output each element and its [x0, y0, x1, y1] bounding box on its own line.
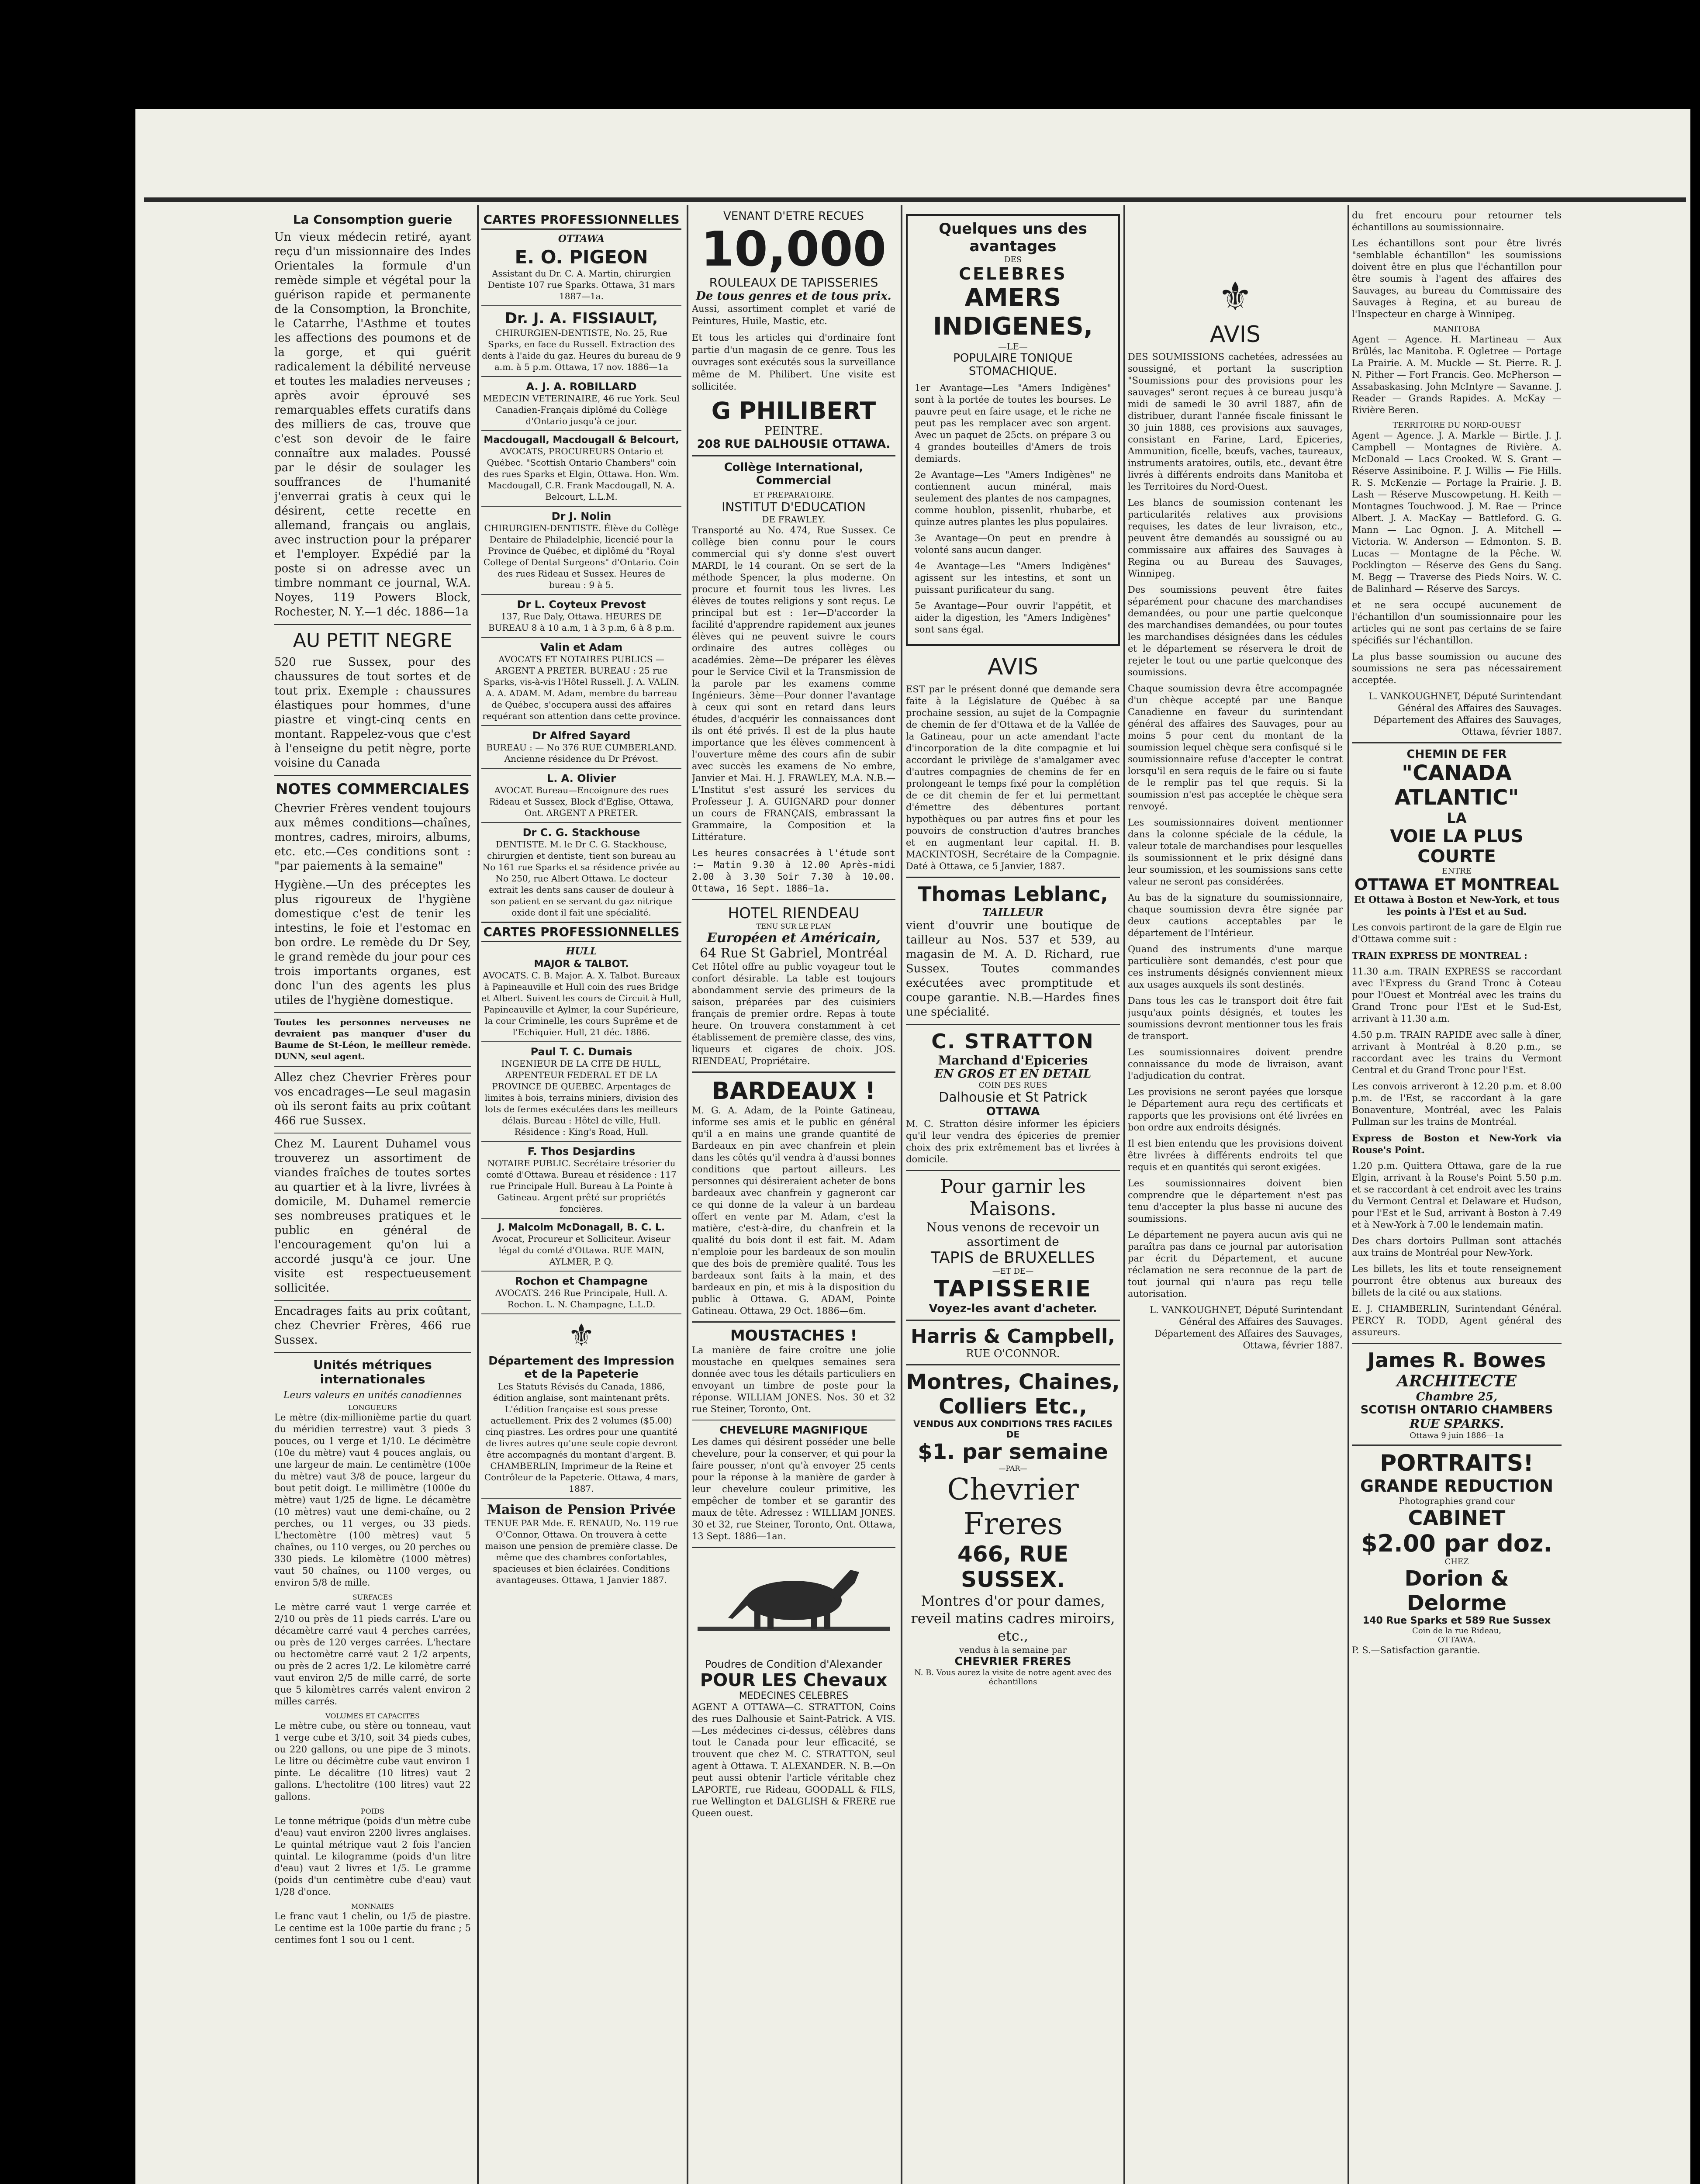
ad-text: Les heures consacrées à l'étude sont :— Matin 9.30 à 12.00 Après-midi 2.00 à 3.30 Soir 7.30 à 10.00. Ottawa, 16 Sept. 1886—1a.: [692, 848, 895, 894]
ad-text: Et tous les articles qui d'ordinaire font partie d'un magasin de ce genre. Tous les ouvrages sont exécutés sous la surveillance même de M. Philibert. Une visite est sollicitée.: [692, 332, 895, 392]
ad-line: 64 Rue St Gabriel, Montréal: [699, 946, 888, 961]
ad-headline: Colliers Etc.,: [939, 1394, 1087, 1419]
ad-text: TRAIN EXPRESS DE MONTREAL :: [1352, 950, 1527, 961]
divider: [481, 1141, 681, 1142]
column-5: [1128, 210, 1343, 2184]
ad-line: De tous genres et de tous prix.: [696, 290, 891, 303]
ad-text: Les convois partiront de la gare de Elgin rue d'Ottawa comme suit :: [1352, 922, 1562, 944]
ad-headline: CABINET: [1408, 1506, 1506, 1530]
column-divider: [1348, 205, 1349, 2184]
ad-line: ROULEAUX DE TAPISSERIES: [709, 275, 878, 290]
ad-line: —PAR—: [999, 1464, 1027, 1472]
card-name: J. Malcolm McDonagall, B. C. L.: [498, 1222, 665, 1233]
subtitle: Leurs valeurs en unités canadiennes: [283, 1390, 462, 1401]
column-3: [692, 210, 895, 2184]
ad-headline: G PHILIBERT: [711, 397, 876, 425]
ad-line: —ET DE—: [992, 1267, 1034, 1276]
column-2: [481, 210, 681, 2184]
column-divider: [477, 205, 479, 2184]
card-text: CHIRURGIEN-DENTISTE. Élève du Collège Dentaire de Philadelphie, licencié pour la Province de Québec, et diplômé du "Royal College of Dental Surgeons" d'Ontario. Coin des rues Rideau et Sussex. Heures de bureau : 9 à 5.: [483, 523, 680, 590]
card-text: BUREAU : — No 376 RUE CUMBERLAND. Ancienne résidence du Dr Prévost.: [486, 742, 677, 764]
article-text: Un vieux médecin retiré, ayant reçu d'un missionnaire des Indes Orientales la formule d'un remède simple et végétal pour la guérison rapide et permanente de la Consomption, la Bronchite, le Catarrhe, l'Asthme et toutes les affections des poumons et de la gorge, et qui guérit radicalement la débilité nerveuse et toutes les maladies nerveuses ; après avoir éprouvé ses remarquables effets curatifs dans des milliers de cas, trouve que c'est son devoir de le faire connaître aux malades. Poussé par le désir de soulager les souffrances de l'humanité j'enverrai gratis à ceux qui le désirent, cette recette en allemand, français ou anglais, avec instruction pour la préparer et l'employer. Expédié par la poste si on adresse avec un timbre nommant ce journal, W.A. Noyes, 119 Powers Block, Rochester, N. Y.—1 déc. 1886—1a: [274, 231, 471, 619]
notice-text: Quand des instruments d'une marque particulière sont demandés, c'est pour que ces instruments désignés conviennent mieux aux usages auxquels ils sont destinés.: [1128, 944, 1343, 990]
divider: [906, 877, 1120, 878]
card-text: TENUE PAR Mde. E. RENAUD, No. 119 rue O'Connor, Ottawa. On trouvera à cette maison une pension de première classe. De même que des chambres confortables, spacieuses et bien éclairées. Conditions avantageuses. Ottawa, 1 Janvier 1887.: [484, 1518, 678, 1585]
ad-line: —LE—: [998, 341, 1028, 352]
card-text: AVOCATS. C. B. Major. A. X. Talbot. Bureaux à Papineauville et Hull coin des rues Bridge et Albert. Suivent les cours de Circuit à Hull, Papineauville et Aylmer, la cour Supérieure, la cour Criminelle, les cours Suprême et de l'Echiquier. Hull, 21 déc. 1886.: [481, 970, 681, 1037]
ad-headline: PORTRAITS!: [1380, 1450, 1534, 1476]
article-text: Chez M. Laurent Duhamel vous trouverez un assortiment de viandes fraîches de toutes sortes au quartier et à la livre, livrées à domicile, M. Duhamel remercie ses nombreuses pratiques et le public en général de l'encouragement qu'on lui a accordé jusqu'à ce jour. Une visite est respectueusement sollicitée.: [274, 1137, 471, 1295]
ad-headline: CHEVELURE MAGNIFIQUE: [719, 1424, 868, 1436]
article-title: AU PETIT NEGRE: [293, 629, 453, 652]
ad-headline: 10,000: [701, 221, 887, 277]
notice-text: Dans tous les cas le transport doit être fait jusqu'aux points désignés, et toutes les soumissions devront mentionner tous les frais de transport.: [1128, 995, 1343, 1041]
card-name: Dr Alfred Sayard: [532, 729, 631, 742]
ad-line: 208 RUE DALHOUSIE OTTAWA.: [697, 438, 891, 451]
article-text: Le mètre (dix-millionième partie du quart du méridien terrestre) vaut 3 pieds 3 pouces, ou 1 verge et 1/10. Le décimètre (10e du mètre) vaut 4 pouces anglais, ou une largeur de main. Le centimètre (100e du mètre) vaut 3/8 de pouce, largeur du bout petit doigt. Le millimètre (1000e du mètre) vaut 1/25 de ligne. Le décamètre (10 mètres) vaut une demi-chaîne, ou 2 perches, ou 11 verges, ou 33 pieds. L'hectomètre (100 mètres) vaut 5 chaînes, ou 110 verges, ou 20 perches ou 330 pieds. Le kilomètre (1000 mètres) vaut 50 chaînes, ou 1100 verges, ou environ 5/8 de mille.: [274, 1412, 471, 1588]
article-text: Le tonne métrique (poids d'un mètre cube d'eau) vaut environ 2200 livres anglaises. Le quintal métrique vaut 2 fois l'ancien quintal. Le kilogramme (poids d'un litre d'eau) vaut 2 livres et 1/5. Le gramme (poids d'un centimètre cube d'eau) vaut 1/28 d'once.: [274, 1816, 471, 1897]
ad-headline: POUR LES Chevaux: [700, 1670, 888, 1690]
ad-headline: TAPISSERIE: [933, 1276, 1092, 1302]
notice-text: et ne sera occupé aucunement de l'échantillon d'un soumissionnaire pour les articles qui ne sont pas certains de se faire spécifiés sur l'échantillon.: [1352, 600, 1562, 646]
train-schedule: 1.20 p.m. Quittera Ottawa, gare de la rue Elgin, arrivant à la Rouse's Point 5.50 p.m. et se raccordant à cet endroit avec les trains du Vermont Central et Delaware et Hudson, pour l'Est et le Sud, arrivant à Boston à 7.49 et à New-York à 7.00 le lendemain matin.: [1352, 1161, 1562, 1230]
divider: [274, 1012, 471, 1013]
column-divider: [901, 205, 902, 2184]
ad-text: Les dames qui désirent posséder une belle chevelure, pour la conserver, et qui pour la faire pousser, n'ont qu'à envoyer 25 cents pour la réponse à la manière de garder à leur chevelure couleur primitive, les empêcher de tomber et se garantir des maux de tête. Adressez : WILLIAM JONES. 30 et 32, rue Steiner, Toronto, Ont. Ottawa, 13 Sept. 1886—1an.: [692, 1437, 895, 1541]
ad-text: vient d'ouvrir une boutique de tailleur au Nos. 537 et 539, au magasin de M. A. D. Richard, rue Sussex. Toutes commandes exécutées avec promptitude et coupe garantie. N.B.—Hardes fines une spécialité.: [906, 919, 1120, 1019]
ad-line: VENANT D'ETRE RECUES: [723, 210, 864, 223]
ad-line: DE FRAWLEY.: [762, 514, 826, 525]
divider: [481, 1041, 681, 1042]
ad-text: Les billets, les lits et toute renseignement pourront être obtenus aux bureaux des billets de la cité ou aux stations.: [1352, 1264, 1562, 1298]
card-text: MEDECIN VETERINAIRE, 46 rue York. Seul Canadien-Français diplômé du Collège d'Ontario jusqu'à ce jour.: [483, 393, 680, 426]
divider: [274, 1352, 471, 1353]
card-text: CHIRURGIEN-DENTISTE, No. 25, Rue Sparks, en face du Russell. Extraction des dents à l'aide du gaz. Heures du bureau de 9 a.m. à 5 p.m. Ottawa, 17 nov. 1886—1a: [482, 328, 681, 372]
divider: [481, 594, 681, 595]
divider: [906, 1024, 1120, 1025]
ad-text: M. C. Stratton désire informer les épiciers qu'il leur vendra des épiceries de premier choix des prix extrêmement bas et livrées à domicile.: [906, 1119, 1120, 1165]
article-text: Allez chez Chevrier Frères pour vos encadrages—Le seul magasin où ils seront faits au prix coûtant 466 rue Sussex.: [274, 1071, 471, 1127]
ad-line: CHEVRIER FRERES: [954, 1655, 1071, 1668]
city-label: HULL: [566, 946, 597, 957]
royal-coat-of-arms-icon: ⚜: [1217, 274, 1253, 320]
ad-line: POPULAIRE TONIQUE STOMACHIQUE.: [953, 352, 1073, 378]
ad-line: vendus à la semaine par: [959, 1645, 1067, 1655]
card-name: Maison de Pension Privée: [487, 1502, 676, 1517]
notice-text: Les échantillons sont pour être livrés "semblable échantillon" les soumissions doivent être en plus que l'échantillon pour être soumis à l'agent des affaires des Sauvages, au bureau du Commissaire des Sauvages à Regina, et au bureau de l'Inspecteur en charge à Winnipeg.: [1352, 238, 1562, 319]
card-name: Dr C. G. Stackhouse: [522, 826, 640, 839]
column-divider: [687, 205, 688, 2184]
divider: [481, 768, 681, 769]
card-name: Dr. J. A. FISSIAULT,: [504, 310, 658, 327]
notice-text: Le département ne payera aucun avis qui ne paraîtra pas dans ce journal par autorisation par écrit du Département, et aucune réclamation ne sera reconnue de la part de tout journal qui n'aura pas reçu telle autorisation.: [1128, 1230, 1343, 1299]
train-schedule: 4.50 p.m. TRAIN RAPIDE avec salle à dîner, arrivant à Montréal à 8.20 p.m., se raccordant avec les trains du Vermont Central et du Grand Tronc pour l'Est.: [1352, 1030, 1562, 1075]
divider: [1352, 742, 1562, 743]
ad-text: AGENT A OTTAWA—C. STRATTON, Coins des rues Dalhousie et Saint-Patrick. A VIS.—Les médecines ci-dessus, célèbres dans tout le Canada pour leur efficacité, se trouvent que chez M. C. STRATTON, seul agent à Ottawa. T. ALEXANDER. N. B.—On peut aussi obtenir l'article véritable chez LAPORTE, rue Rideau, GOODALL & FILS, rue Wellington et DALGLISH & FRERE rue Queen ouest.: [692, 1702, 895, 1818]
ad-line: GRANDE REDUCTION: [1360, 1476, 1554, 1496]
notice-text: Il est bien entendu que les provisions doivent être livrées à différents endroits tel que requis et en quantités qui seront exigées.: [1128, 1138, 1343, 1172]
list-heading: TERRITOIRE DU NORD-OUEST: [1392, 421, 1521, 430]
ad-line: TAILLEUR: [982, 906, 1043, 919]
notice-text: Les soumissionnaires doivent prendre connaissance du mode de livraison, avant l'adjudication du contrat.: [1128, 1047, 1343, 1081]
divider: [1352, 1343, 1562, 1344]
ad-line: Poudres de Condition d'Alexander: [705, 1658, 883, 1670]
ad-line: Nous venons de recevoir un assortiment de: [926, 1220, 1100, 1249]
ad-line: LA: [1447, 810, 1467, 826]
ad-line: CHEMIN DE FER: [1406, 748, 1507, 761]
list-heading: MANITOBA: [1433, 325, 1480, 334]
card-name: Paul T. C. Dumais: [530, 1046, 632, 1058]
ad-line: Photographies grand cour: [1399, 1496, 1515, 1506]
subsection-title: MONNAIES: [351, 1902, 394, 1911]
agent-list: Agent — Agence. H. Martineau — Aux Brûlés, lac Manitoba. F. Ogletree — Portage La Prairie. A. M. Muckle — St. Pierre. R. J. N. Pither — Fort Francis. Geo. McPherson — Assabaskasing. John McIntyre — Savanne. J. Reader — Grands Rapides. A. McKay — Rivière Beren.: [1352, 334, 1562, 415]
ad-text: Transporté au No. 474, Rue Sussex. Ce collège bien connu pour le cours commercial qui s'y donne s'est ouvert MARDI, le 14 courant. On se sert de la méthode Spencer, la plus moderne. On procure et fournit tous les livres. Les élèves de toutes religions y sont reçus. Le principal but est : 1er—D'accorder la facilité d'apprendre rapidement aux jeunes élèves qui ne peuvent suivre le cours ordinaire des autres collèges ou académies. 2ème—De préparer les élèves pour le Service Civil et la Transmission de la parole par les examens comme Ingénieurs. 3ème—Pour donner l'avantage à ceux qui sont en retard dans leurs études, d'acquérir les connaissances dont ils ont été privés. Il est de la plus haute importance que les élèves commencent à l'ouverture même des cours afin de subir avec succès les examens de No embre, Janvier et Mai. H. J. FRAWLEY, M.A. N.B.—L'Institut s'est assuré les services du Professeur J. A. GUIGNARD pour donner un cours de FRANÇAIS, embrassant la Grammaire, la Composition et la Littérature.: [692, 525, 895, 842]
card-name: Dr J. Nolin: [551, 510, 612, 522]
card-text: INGENIEUR DE LA CITE DE HULL, ARPENTEUR FEDERAL ET DE LA PROVINCE DE QUEBEC. Arpentages de limites à bois, terrains miniers, division des lots de fermes exécutées dans les meilleurs délais. Bureau : Hôtel de ville, Hull. Résidence : King's Road, Hull.: [484, 1058, 678, 1137]
card-name: Valin et Adam: [540, 641, 623, 653]
ad-headline: Thomas Leblanc,: [918, 882, 1108, 906]
ad-text: 2e Avantage—Les "Amers Indigènes" ne contiennent aucun minéral, mais seulement des plantes de nos campagnes, comme houblon, pissenlit, rhubarbe, et quinze autres plantes les plus populaires.: [915, 470, 1111, 527]
subsection-title: SURFACES: [352, 1593, 393, 1601]
ad-headline: 466, RUE SUSSEX.: [957, 1541, 1069, 1592]
article-title: La Consomption guerie: [293, 212, 453, 227]
ad-line: EN GROS ET EN DETAIL: [934, 1068, 1092, 1081]
divider: [481, 305, 681, 306]
card-text: AVOCATS, PROCUREURS Ontario et Québec. "Scottish Ontario Chambers" coin des rues Sparks et Elgin, Ottawa. Hon. Wm. Macdougall, C.R. Frank Macdougall, N. A. Belcourt, L.L.M.: [483, 446, 680, 502]
top-rule: [144, 197, 1686, 202]
card-text: Avocat, Procureur et Solliciteur. Aviseur légal du comté d'Ottawa. RUE MAIN, AYLMER, P. Q.: [492, 1234, 670, 1267]
ad-line: Européen et Américain,: [707, 930, 881, 946]
article-text: Encadrages faits au prix coûtant, chez Chevrier Frères, 466 rue Sussex.: [274, 1305, 471, 1347]
ad-headline: Harris & Campbell,: [911, 1325, 1115, 1348]
notice-text: La plus basse soumission ou aucune des soumissions ne sera pas nécessairement acceptée.: [1352, 651, 1562, 685]
ad-text: La manière de faire croître une jolie moustache en quelques semaines sera donnée avec tous les détails particuliers en envoyant un timbre de poste pour la réponse. WILLIAM JONES. Nos. 30 et 32 rue Steiner, Toronto, Ont.: [692, 1345, 895, 1414]
ad-line: Montres d'or pour dames, reveil matins cadres miroirs, etc.,: [911, 1593, 1115, 1644]
train-schedule: Les convois arriveront à 12.20 p.m. et 8.00 p.m. de l'Est, se raccordant à la gare Bonaventure, Montréal, avec les Palais Pullman sur les trains de Montréal.: [1352, 1081, 1562, 1127]
article-text: Toutes les personnes nerveuses ne devraient pas manquer d'user du Baume de St-Léon, le meilleur remède. DUNN, seul agent.: [274, 1017, 471, 1061]
ad-line: Dalhousie et St Patrick: [939, 1090, 1087, 1105]
ad-line: COIN DES RUES: [978, 1081, 1047, 1090]
card-text: AVOCATS ET NOTAIRES PUBLICS — ARGENT A PRETER. BUREAU : 25 rue Sparks, vis-à-vis l'Hôtel Russell. J. A. VALIN. A. A. ADAM. M. Adam, membre du barreau de Québec, s'occupera aussi des affaires requérant son attention dans cette province.: [482, 654, 681, 721]
notice-text: DES SOUMISSIONS cachetées, adressées au soussigné, et portant la suscription "Soumissions pour des provisions pour les sauvages" seront reçues à ce bureau jusqu'à midi de samedi le 30 avril 1887, afin de distribuer, durant l'année fiscale finissant le 30 juin 1888, ces provisions aux sauvages, consistant en Farine, Lard, Epiceries, Ammunition, ficelle, bœufs, vaches, taureaux, instruments aratoires, outils, etc., devant être livrés à différents endroits dans Manitoba et les Territoires du Nord-Ouest.: [1128, 352, 1343, 492]
ad-signature: E. J. CHAMBERLIN, Surintendant Général. PERCY R. TODD, Agent général des assureurs.: [1352, 1303, 1562, 1337]
ad-text: 5e Avantage—Pour ouvrir l'appétit, et aider la digestion, les "Amers Indigènes" sont sans égal.: [915, 601, 1111, 635]
ad-line: DES: [1004, 255, 1022, 264]
ad-text: Aussi, assortiment complet et varié de Peintures, Huile, Mastic, etc.: [692, 304, 895, 326]
ad-line: RUE SPARKS.: [1409, 1417, 1504, 1431]
notice-title: AVIS: [1209, 321, 1261, 348]
divider: [481, 1218, 681, 1219]
card-name: Département des Impression et de la Papeterie: [488, 1355, 674, 1381]
ad-text: 4e Avantage—Les "Amers Indigènes" agissent sur les intestins, et sont un puissant purificateur du sang.: [915, 561, 1111, 595]
ad-line: INSTITUT D'EDUCATION: [722, 500, 866, 514]
city-label: OTTAWA: [558, 233, 605, 245]
divider: [481, 430, 681, 431]
ad-line: 140 Rue Sparks et 589 Rue Sussex: [1362, 1615, 1551, 1626]
card-name: F. Thos Desjardins: [527, 1145, 636, 1158]
ad-title: AVIS: [987, 654, 1039, 680]
divider: [481, 1271, 681, 1272]
ad-line: Marchand d'Epiceries: [938, 1053, 1088, 1068]
divider: [481, 1498, 681, 1499]
ad-title: Collège International, Commercial: [724, 461, 864, 487]
ad-headline: Chevrier Freres: [947, 1472, 1079, 1541]
section-title: Unités métriques internationales: [313, 1358, 432, 1386]
ad-headline: AMERS INDIGENES,: [933, 283, 1093, 341]
divider: [274, 1066, 471, 1067]
divider: [481, 637, 681, 638]
notice-text: Au bas de la signature du soumissionnaire, chaque soumission devra être signée par deux cautions acceptables par le département de l'Intérieur.: [1128, 892, 1343, 938]
card-text: NOTAIRE PUBLIC. Secrétaire trésorier du comté d'Ottawa. Bureau et résidence : 117 rue Principale Hull. Bureau à La Pointe à Gatineau. Argent prêté sur propriétés foncières.: [486, 1158, 677, 1214]
ad-text: Express de Boston et New-York via Rouse's Point.: [1352, 1133, 1562, 1155]
ad-text: 1er Avantage—Les "Amers Indigènes" sont à la portée de toutes les bourses. Le pauvre peut en faire usage, et le riche ne peut pas les remplacer avec son argent. Avec un paquet de 25cts. on prépare 3 ou 4 grandes bouteilles d'Amers de trois demiards.: [915, 383, 1111, 464]
column-6: [1352, 210, 1562, 2184]
ad-line: N. B. Vous aurez la visite de notre agent avec des échantillons: [914, 1668, 1112, 1686]
section-title: NOTES COMMERCIALES: [275, 781, 470, 798]
divider: [692, 455, 895, 456]
divider: [481, 376, 681, 377]
divider: [481, 1313, 681, 1314]
ad-line: ARCHITECTE: [1396, 1372, 1517, 1390]
ad-headline: Dorion & Delorme: [1404, 1566, 1509, 1615]
article-text: 520 rue Sussex, pour des chaussures de tout sortes et de tout prix. Exemple : chaussures élastiques pour hommes, d'une piastre et vingt-cinq cents en montant. Rappelez-vous que c'est à l'enseigne du petit nègre, porte voisine du Canada: [274, 656, 471, 770]
notice-signature: L. VANKOUGHNET, Député Surintendant Général des Affaires des Sauvages. Département des Affaires des Sauvages, Ottawa, février 1887.: [1368, 691, 1562, 737]
divider: [906, 1170, 1120, 1171]
ad-line: Voyez-les avant d'acheter.: [929, 1302, 1097, 1315]
ad-headline: HOTEL RIENDEAU: [728, 905, 860, 922]
section-header: CARTES PROFESSIONNELLES: [481, 922, 681, 942]
ad-headline: MOUSTACHES !: [730, 1327, 857, 1344]
divider: [274, 624, 471, 625]
divider: [274, 1300, 471, 1301]
ad-text: Cet Hôtel offre au public voyageur tout le confort désirable. La table est toujours abondamment servie des primeurs de la saison, préparées par des cuisiniers français de premier ordre. Repas à toute heure. On trouvera constamment à cet établissement de première classe, des vins, liqueurs et cigares de choix. JOS. RIENDEAU, Propriétaire.: [692, 961, 895, 1066]
horse-illustration-icon: [692, 1552, 895, 1655]
ad-line: Coin de la rue Rideau,: [1412, 1626, 1501, 1635]
divider: [692, 1547, 895, 1548]
ad-headline: Montres, Chaines,: [906, 1370, 1120, 1394]
ad-line: SCOTISH ONTARIO CHAMBERS: [1360, 1403, 1553, 1417]
ad-headline: TAPIS de BRUXELLES: [930, 1249, 1095, 1267]
ad-text: P. S.—Satisfaction garantie.: [1352, 1645, 1480, 1655]
notice-text: Les soumissionnaires doivent bien comprendre que le département n'est pas tenu d'accepter la plus basse ni aucune des soumissions.: [1128, 1178, 1343, 1224]
ad-line: Ottawa 9 juin 1886—1a: [1410, 1431, 1504, 1440]
column-4: [906, 210, 1120, 2184]
subsection-title: POIDS: [361, 1807, 384, 1815]
divider: [906, 1364, 1120, 1365]
ad-text: EST par le présent donné que demande sera faite à la Législature de Québec à sa prochaine session, au sujet de la Compagnie de chemin de fer d'Ottawa et de la Vallée de la Gatineau, pour un acte amendant l'acte d'incorporation de la dite compagnie et lui accordant le privilège de s'amalgamer avec d'autres compagnies de chemins de fer en prolongeant le temps fixé pour la complétion de ce dit chemin de fer et lui permettant d'émettre des débentures portant hypothèques ou par autres fins et pour les pouvoirs de construction d'autres branches et en augmentant leur capital. H. B. MACKINTOSH, Secrétaire de la Compagnie. Daté à Ottawa, ce 5 Janvier, 1887.: [906, 684, 1120, 871]
divider: [481, 506, 681, 507]
divider: [692, 899, 895, 900]
article-text: Hygiène.—Un des préceptes les plus rigoureux de l'hygiène domestique c'est de tenir les intestins, le foie et l'estomac en bon ordre. Le remède du Dr Sey, le grand remède du jour pour ces trois importants organes, est donc l'un des agents les plus utiles de l'hygiène domestique.: [274, 878, 471, 1007]
ad-line: PEINTRE.: [764, 425, 823, 438]
notice-text: Chaque soumission devra être accompagnée d'un chèque accepté par une Banque Canadienne en faveur du surintendant général des affaires des Sauvages, pour au moins 5 pour cent du montant de la soumission lequel chèque sera confisqué si le soumissionnaire refuse d'accepter le contrat lorsqu'il en sera requis de le faire ou si faute de le remplir pas tel que requis. Si la soumission n'est pas acceptée le chèque sera renvoyé.: [1128, 683, 1343, 812]
ad-headline: "CANADA ATLANTIC": [1394, 761, 1519, 810]
ad-line: Chambre 25,: [1416, 1390, 1498, 1403]
divider: [692, 1321, 895, 1323]
ad-text: Et Ottawa à Boston et New-York, et tous les points à l'Est et au Sud.: [1354, 894, 1560, 917]
ad-line: TENU SUR LE PLAN: [756, 922, 831, 930]
column-1: [274, 210, 471, 2184]
agent-list: Agent — Agence. J. A. Markle — Birtle. J. J. Campbell — Montagnes de Rivière. A. McDonald — Lacs Crooked. W. S. Grant — Réserve Assiniboine. F. J. Willis — Fie Hills. R. S. McKenzie — Portage la Prairie. J. B. Lash — Réserve Muscowpetung. H. Keith — Montagnes Touchwood. J. M. Rae — Prince Albert. J. A. MacKay — Battleford. G. G. Mann — Lac Ognon. J. A. Mitchell — Victoria. W. Anderson — Edmonton. S. B. Lucas — Montagne de la Pêche. W. Pocklington — Réserve des Gens du Sang. M. Begg — Traverse des Pieds Noirs. W. C. de Balinhard — Réserve des Sarcys.: [1352, 430, 1562, 594]
ad-text: 3e Avantage—On peut en prendre à volonté sans aucun danger.: [915, 533, 1111, 555]
ad-headline: $1. par semaine: [918, 1440, 1108, 1464]
article-text: Le mètre carré vaut 1 verge carrée et 2/10 ou près de 11 pieds carrés. L'are ou décamètre carré vaut 4 perches carrées, ou près de 120 verges carrées. L'hectare ou hectomètre carré vaut 2 1/2 arpents, ou près de 2 acres 1/2. Le kilomètre carré vaut environ 2/5 de mille carré, de sorte que 5 kilomètres carrés valent environ 2 milles carrés.: [274, 1602, 471, 1707]
card-text: AVOCAT. Bureau—Encoignure des rues Rideau et Sussex, Block d'Eglise, Ottawa, Ont. ARGENT A PRETER.: [489, 785, 674, 818]
card-text: DENTISTE. M. le Dr C. G. Stackhouse, chirurgien et dentiste, tient son bureau au No 161 rue Sparks et sa résidence privée au No 250, rue Albert Ottawa. Le docteur extrait les dents sans causer de douleur à son patient en se servant du gaz nitrique oxide dont il fait une spécialité.: [482, 839, 681, 918]
ad-line: CELEBRES: [959, 264, 1067, 283]
card-text: Assistant du Dr. C. A. Martin, chirurgien Dentiste 107 rue Sparks. Ottawa, 31 mars 1887—1a.: [487, 268, 675, 301]
card-name: Rochon et Champagne: [515, 1275, 648, 1287]
divider: [481, 822, 681, 823]
card-text: AVOCATS. 246 Rue Principale, Hull. A. Rochon. L. N. Champagne, L.L.D.: [495, 1288, 668, 1310]
card-name: Macdougall, Macdougall & Belcourt,: [484, 435, 679, 446]
subsection-title: VOLUMES ET CAPACITES: [325, 1712, 420, 1720]
card-text: 137, Rue Daly, Ottawa. HEURES DE BUREAU 8 à 10 a.m, 1 à 3 p.m, 6 à 8 p.m.: [488, 611, 675, 633]
ad-line: VENDUS AUX CONDITIONS TRES FACILES DE: [913, 1419, 1113, 1440]
notice-signature: L. VANKOUGHNET, Député Surintendant Général des Affaires des Sauvages. Département des Affaires des Sauvages, Ottawa, février 1887.: [1150, 1305, 1343, 1351]
notice-text: du fret encouru pour retourner tels échantillons au soumissionnaire.: [1352, 210, 1562, 232]
notice-text: Les provisions ne seront payées que lorsque le Département aura reçu des certificats et rapports que les provisions ont été livrées en bon ordre aux endroits désignés.: [1128, 1087, 1343, 1133]
ad-text: M. G. A. Adam, de la Pointe Gatineau, informe ses amis et le public en général qu'il a en mains une grande quantité de Bardeaux en pin avec chanfrein et plein dans les côtés qu'il vendra à d'aussi bonnes conditions que partout ailleurs. Les personnes qui désireraient acheter de bons bardeaux avec chanfrein y gagneront car ce qui donne de la valeur à un bardeau offert en vente par M. Adam, c'est la matière, c'est-à-dire, du chanfrein et la qualité du bois dont il est fait. M. Adam n'emploie pour les bardeaux de son moulin que des bois de première qualité. Tous les bardeaux sont faits à la main, et des bardeaux en pin, et mis à la disposition du public à Ottawa. G. ADAM, Pointe Gatineau. Ottawa, 29 Oct. 1886—6m.: [692, 1105, 895, 1316]
notice-text: Les blancs de soumission contenant les particularités relatives aux provisions requises, les dates de leur livraison, etc., peuvent être demandés au soussigné ou au commissaire aux affaires des Sauvages à Regina ou au Bureau des Sauvages, Winnipeg.: [1128, 498, 1343, 579]
card-name: E. O. PIGEON: [515, 246, 648, 268]
card-name: Dr L. Coyteux Prevost: [517, 598, 646, 611]
train-schedule: 11.30 a.m. TRAIN EXPRESS se raccordant avec l'Express du Grand Tronc à Coteau pour l'Ouest et Montréal avec les trains du Grand Tronc pour l'Est et le Sud-Est, arrivant à 11.30 a.m.: [1352, 966, 1562, 1024]
ad-line: MEDECINES CELEBRES: [739, 1690, 849, 1701]
ad-line: Quelques uns des avantages: [939, 220, 1087, 255]
ad-headline: BARDEAUX !: [712, 1077, 876, 1105]
notice-text: Les soumissionnaires doivent mentionner dans la colonne spéciale de la cédule, la valeur totale de marchandises pour lesquelles ils soumissionnent et le prix désigné dans leur soumission, et les soumissions sans cette valeur ne seront pas considérées.: [1128, 817, 1343, 887]
ad-headline: C. STRATTON: [931, 1030, 1095, 1053]
royal-coat-of-arms-icon: ⚜: [567, 1317, 595, 1353]
column-divider: [1123, 205, 1125, 2184]
ad-headline: $2.00 par doz.: [1361, 1530, 1552, 1557]
amers-ad-box: [906, 214, 1120, 646]
ad-headline: OTTAWA ET MONTREAL: [1354, 876, 1559, 894]
card-text: Les Statuts Révisés du Canada, 1886, édition anglaise, sont maintenant prêts. L'édition française est sous presse actuellement. Prix des 2 volumes ($5.00) cinq piastres. Les ordres pour une quantité de livres autres qu'une seule copie devront être accompagnés du montant d'argent. B. CHAMBERLIN, Imprimeur de la Reine et Contrôleur de la Papeterie. Ottawa, 4 mars, 1887.: [484, 1381, 679, 1494]
divider: [692, 1071, 895, 1073]
card-name: A. J. A. ROBILLARD: [526, 380, 637, 393]
notice-text: Des soumissions peuvent être faites séparément pour chacune des marchandises demandées, ou pour une partie quelconque des marchandises demandées, ou pour toutes les marchandises désignées dans les cédules et le département se réservera le droit de rejeter le tout ou une partie quelconque des soumissions.: [1128, 584, 1343, 677]
article-text: Chevrier Frères vendent toujours aux mêmes conditions—chaînes, montres, cadres, miroirs, albums, etc. etc.—Ces conditions sont : "par paiements à la semaine": [274, 802, 471, 873]
section-header: CARTES PROFESSIONNELLES: [481, 212, 681, 230]
card-name: L. A. Olivier: [546, 772, 616, 784]
ad-line: OTTAWA.: [1437, 1635, 1476, 1645]
article-text: Le mètre cube, ou stère ou tonneau, vaut 1 verge cube et 3/10, soit 34 pieds cubes, ou 220 gallons, ou une pipe de 3 minots. Le litre ou décimètre cube vaut environ 1 pinte. Le décalitre (10 litres) vaut 2 gallons. L'hectolitre (100 litres) vaut 22 gallons.: [274, 1721, 471, 1802]
ad-headline: James R. Bowes: [1367, 1348, 1546, 1372]
ad-headline: Pour garnir les Maisons.: [940, 1175, 1086, 1220]
ad-line: OTTAWA: [986, 1105, 1040, 1118]
card-name: MAJOR & TALBOT.: [534, 959, 629, 970]
ad-line: RUE O'CONNOR.: [966, 1348, 1060, 1360]
subsection-title: LONGUEURS: [348, 1403, 397, 1412]
ad-text: Des chars dortoirs Pullman sont attachés aux trains de Montréal pour New-York.: [1352, 1236, 1562, 1258]
divider: [481, 725, 681, 726]
article-text: Le franc vaut 1 chelin, ou 1/5 de piastre. Le centime est la 100e partie du franc ; 5 centimes font 1 sou ou 1 cent.: [274, 1911, 471, 1945]
divider: [274, 775, 471, 776]
ad-line: ET PREPARATOIRE.: [753, 491, 834, 500]
ad-headline: VOIE LA PLUS COURTE: [1390, 826, 1524, 867]
ad-line: CHEZ: [1444, 1557, 1469, 1566]
divider: [906, 1320, 1120, 1321]
ad-line: ENTRE: [1442, 867, 1472, 876]
divider: [1352, 1444, 1562, 1446]
